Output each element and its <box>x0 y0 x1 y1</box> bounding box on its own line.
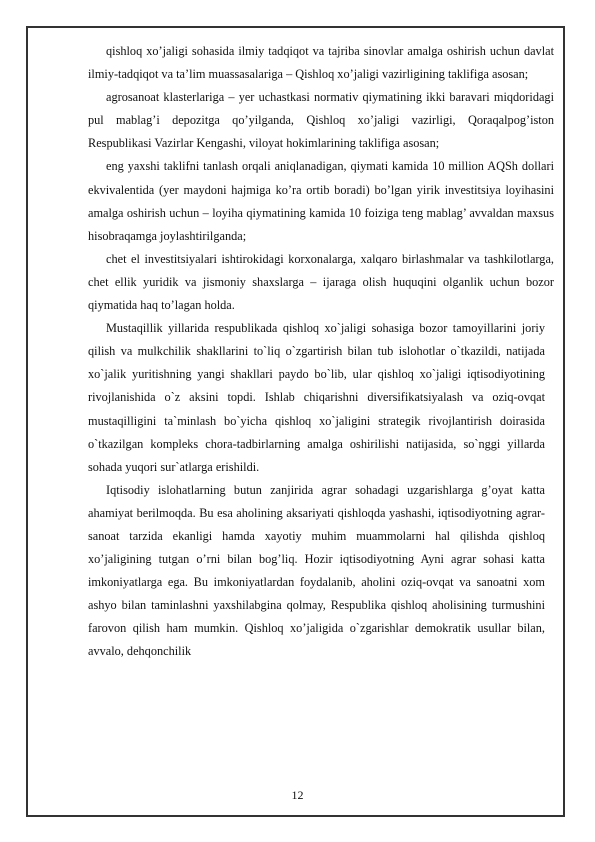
paragraph-foreign-investors: chet el investitsiyalari ishtirokidagi korxonalarga, xalqaro birlashmalar va tashkilotlarga, chet ellik yuridik va jismoniy shaxslarga – ijaraga olish huquqini olganlik uchun bozor qiymatida haq to’lagan holda. <box>88 251 554 313</box>
paragraph-economic-reforms: Iqtisodiy islohatlarning butun zanjirida agrar sohadagi uzgarishlarga g’oyat katta ahamiyat berilmoqda. Bu esa aholining aksariyati qishloqda yashashi, iqtisodiyotning agrar-sanoat tarzida ekanligi hamda xayotiy muhim muammolarni hal qilishda qishloq xo’jaligining tutgan o’rni bilan bog’liq. Hozir iqtisodiyotning Ayni agrar sohasi katta imkoniyatlarga ega. Bu imkoniyatlardan foydalanib, aholini oziq-ovqat va sanoatni xom ashyo bilan taminlashni yaxshilabgina qolmay, Respublika qishloq aholisining turmushini farovon qilish ham mumkin. Qishloq xo’jaligida o`zgarishlar demokratik usullar bilan, avvalo, dehqonchilik <box>88 482 545 659</box>
paragraph-independence-reforms: Mustaqillik yillarida respublikada qishloq xo`jaligi sohasiga bozor tamoyillarini joriy qilish va mulkchilik shakllarini to`liq o`zgartirish bilan tub islohotlar o`tkazildi, natijada xo`jalik yuritishning yangi shakllari paydo bo`lib, ular qishloq xo`jaligi iqtisodiyotining rivojlanishida o`z aksini topdi. Ishlab chiqarishni diversifikatsiyalash va oziq-ovqat mustaqilligini ta`minlash bo`yicha qishloq xo`jaligini strategik rivojlantirish doirasida o`tkazilgan kompleks chora-tadbirlarning amalga oshirilishi natijasida, so`nggi yillarda sohada yuqori sur`atlarga erishildi. <box>88 321 545 474</box>
paragraph-research-institutions: qishloq xo’jaligi sohasida ilmiy tadqiqot va tajriba sinovlar amalga oshirish uchun davlat ilmiy-tadqiqot va ta’lim muassasalariga – Qishloq xo’jaligi vazirligining taklifiga asosan; <box>88 44 554 82</box>
page-number: 12 <box>291 788 304 802</box>
paragraph-investment-projects: eng yaxshi taklifni tanlash orqali aniqlanadigan, qiymati kamida 10 million AQSh dollari ekvivalentida (yer maydoni hajmiga ko’ra ortib boradi) bo’lgan yirik investitsiya loyihasini amalga oshirish uchun – loyiha qiymatining kamida 10 foiziga teng mablag’ avvaldan maxsus hisobraqamga joylashtirilganda; <box>88 159 554 243</box>
paragraph-agro-clusters: agrosanoat klasterlariga – yer uchastkasi normativ qiymatining ikki baravari miqdoridagi pul mablag’i depozitga qo’yilganda, Qishloq xo’jaligi vazirligi, Qoraqalpog’iston Respublikasi Vazirlar Kengashi, viloyat hokimlarining taklifiga asosan; <box>88 90 554 151</box>
document-body <box>88 40 554 664</box>
